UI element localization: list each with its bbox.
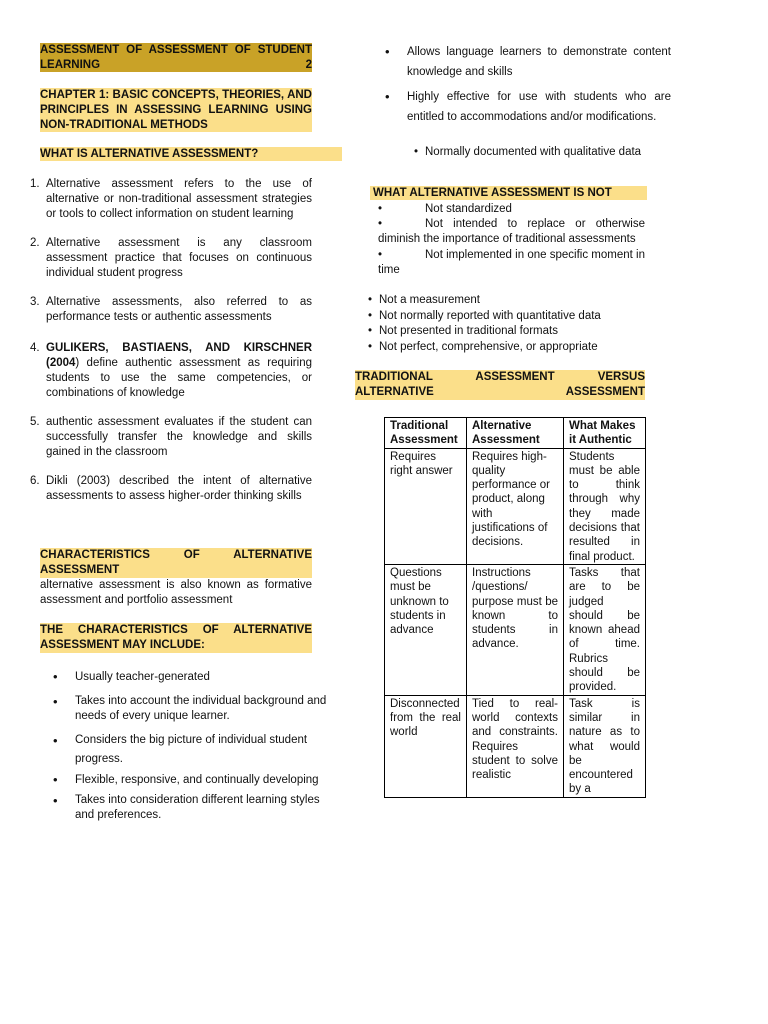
chapter-title: CHAPTER 1: BASIC CONCEPTS, THEORIES, AND PRINCIPLES IN ASSESSING LEARNING USING NON-TRADITIONAL METHODS (40, 89, 312, 131)
table-row (385, 695, 646, 797)
table-cell: Requires right answer (385, 448, 467, 564)
list-item: • Flexible, responsive, and continually developing (40, 771, 340, 789)
list-item: • Not presented in traditional formats (362, 324, 652, 340)
list-item: • Considers the big picture of individual student progress. (40, 731, 340, 769)
table-header: Traditional Assessment (385, 418, 467, 449)
table-header: Alternative Assessment (467, 418, 564, 449)
table-cell: Students must be able to think through why they made decisions that resulted in final product. (564, 448, 646, 564)
list-item: • Takes into account the individual background and needs of every unique learner. (40, 694, 340, 724)
list-item: • Allows language learners to demonstrate content knowledge and skills (372, 42, 671, 82)
list-item: • Takes into consideration different learning styles and preferences. (40, 793, 340, 823)
table-cell: Instructions /questions/ purpose must be known to students in advance. (467, 564, 564, 695)
table-header-row (385, 418, 646, 449)
table-cell: Task is similar in nature as to what would be encountered by a (564, 695, 646, 797)
table-header: What Makes it Authentic (564, 418, 646, 449)
table-cell: Tasks that are to be judged should be known ahead of time. Rubrics should be provided. (564, 564, 646, 695)
may-include-heading: THE CHARACTERISTICS OF ALTERNATIVE ASSESSMENT MAY INCLUDE: (40, 624, 312, 651)
table-cell: Disconnected from the real world (385, 695, 467, 797)
definition-item: 3. Alternative assessments, also referred to as performance tests or authentic assessments (30, 296, 312, 323)
versus-heading: TRADITIONAL ASSESSMENT VERSUS ALTERNATIVE ASSESSMENT (355, 371, 645, 398)
table-cell: Questions must be unknown to students in advance (385, 564, 467, 695)
list-item: • Not a measurement (362, 293, 652, 309)
list-item: • Not intended to replace or otherwise diminish the importance of traditional assessments (378, 218, 645, 246)
table-cell: Requires high-quality performance or product, along with justifications of decisions. (467, 448, 564, 564)
may-include-list (40, 669, 340, 830)
table-row (385, 564, 646, 695)
definitions-list (0, 177, 312, 518)
table-cell: Tied to real-world contexts and constraints. Requires student to solve realistic (467, 695, 564, 797)
list-item: • Highly effective for use with students who are entitled to accommodations and/or modifications. (372, 87, 671, 127)
definition-item: 6. Dikli (2003) described the intent of alternative assessments to assess higher-order thinking skills (30, 475, 312, 502)
list-item: • Usually teacher-generated (40, 669, 340, 685)
list-item: • Not perfect, comprehensive, or appropriate (362, 340, 652, 356)
definition-item: 4. GULIKERS, BASTIAENS, AND KIRSCHNER (2004) define authentic assessment as requiring students to use the same competencies, or combinations of knowledge (30, 342, 312, 399)
benefits-list (372, 42, 671, 127)
course-title: ASSESSMENT OF ASSESSMENT OF STUDENT LEARNING 2 (40, 44, 312, 71)
list-item: • Not normally reported with quantitative data (362, 309, 652, 325)
list-item: • Normally documented with qualitative data (408, 145, 668, 161)
table-row (385, 448, 646, 564)
is-not-list (378, 202, 645, 278)
list-item: • Not standardized (378, 203, 512, 215)
comparison-table (384, 417, 646, 798)
characteristics-text: alternative assessment is also known as formative assessment and portfolio assessment (40, 579, 312, 606)
definition-item: 5. authentic assessment evaluates if the student can successfully transfer the knowledge and skills gained in the classroom (30, 416, 312, 458)
is-not-heading: WHAT ALTERNATIVE ASSESSMENT IS NOT (370, 186, 647, 200)
is-not-list-2 (362, 293, 652, 355)
what-is-heading: WHAT IS ALTERNATIVE ASSESSMENT? (40, 147, 342, 161)
definition-item: 1. Alternative assessment refers to the use of alternative or non-traditional assessment strategies or tools to collect information on student learning (30, 178, 312, 220)
definition-item: 2. Alternative assessment is any classroom assessment practice that focuses on continuous individual student progress (30, 237, 312, 279)
characteristics-heading: CHARACTERISTICS OF ALTERNATIVE ASSESSMENT (40, 549, 312, 576)
qualitative-subitem (408, 145, 668, 161)
list-item: • Not implemented in one specific moment in time (378, 248, 645, 276)
